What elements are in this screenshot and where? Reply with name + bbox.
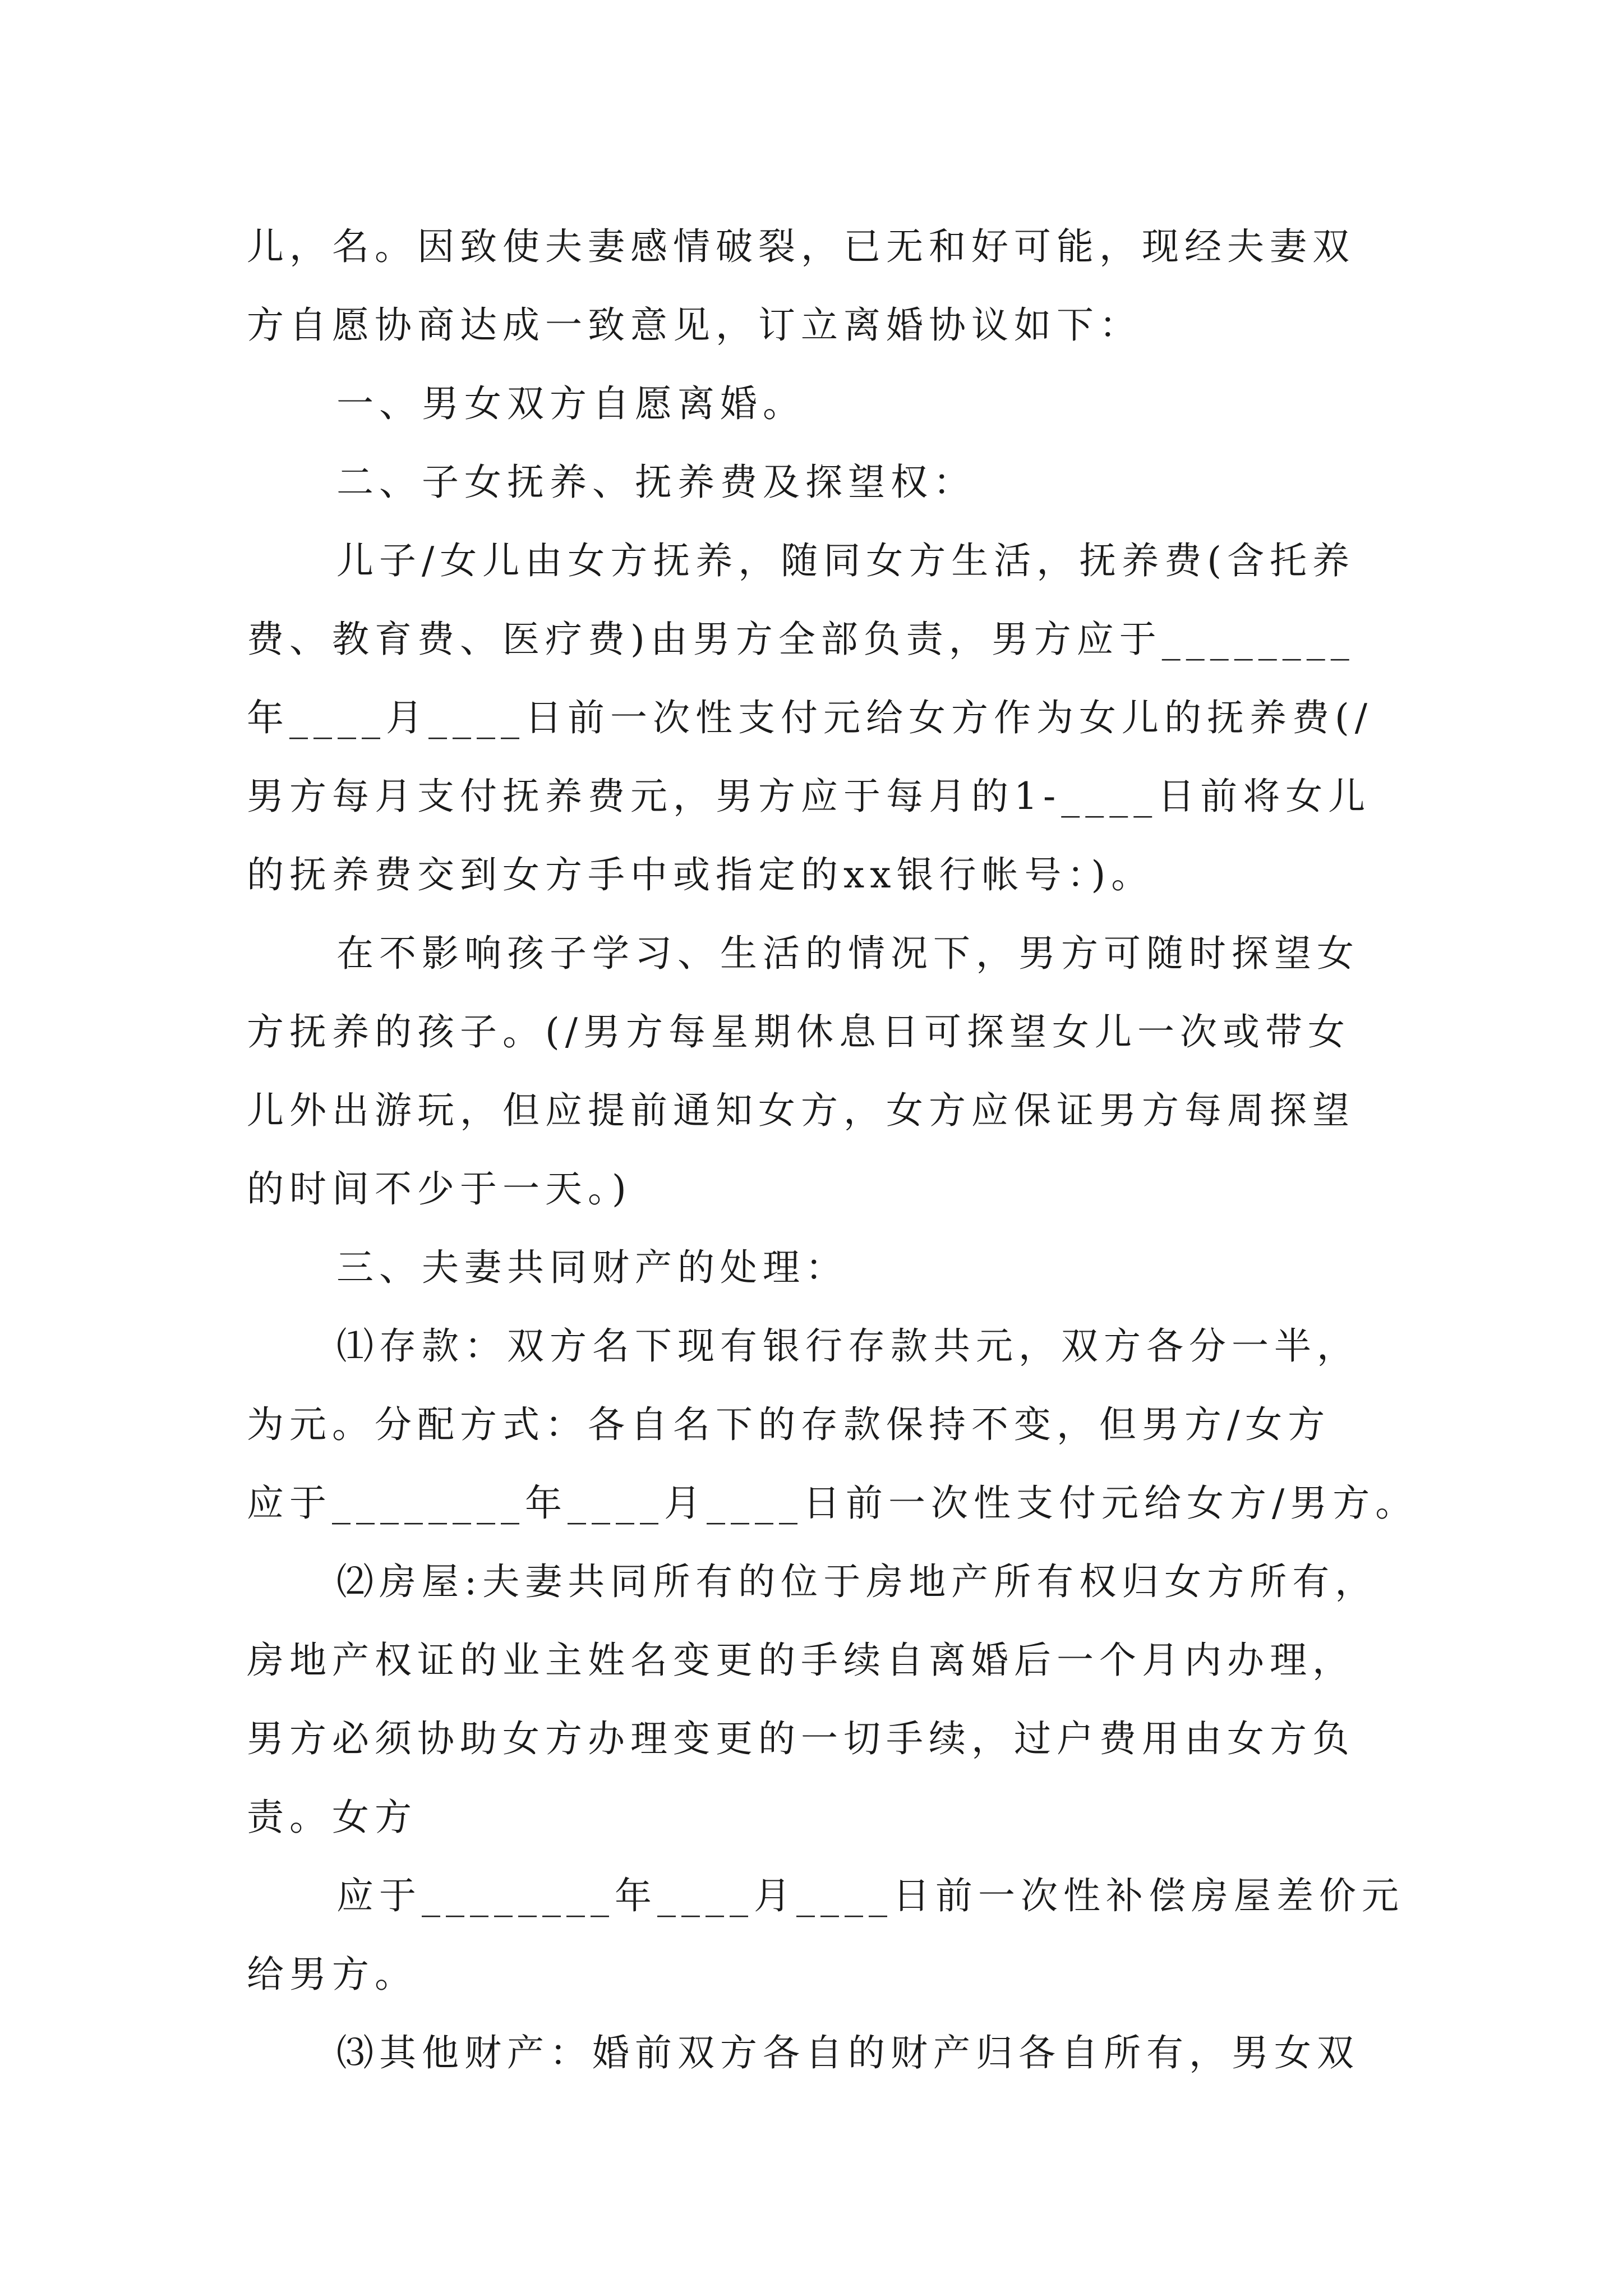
text-line: 应于________年____月____日前一次性补偿房屋差价元 (336, 1874, 1404, 1917)
text-line: 的时间不少于一天。) (247, 1167, 632, 1211)
text-line: 儿外出游玩，但应提前通知女方，女方应保证男方每周探望 (247, 1089, 1355, 1132)
text-line: 应于________年____月____日前一次性支付元给女方/男方。 (247, 1481, 1418, 1525)
text-line: 儿子/女儿由女方抚养，随同女方生活，抚养费(含托养 (336, 539, 1355, 582)
text-line: 的抚养费交到女方手中或指定的xx银行帐号：)。 (247, 853, 1154, 896)
text-line: 三、夫妻共同财产的处理： (336, 1246, 848, 1289)
text-line: 在不影响孩子学习、生活的情况下，男方可随时探望女 (336, 932, 1359, 975)
text-line: 儿，名。因致使夫妻感情破裂，已无和好可能，现经夫妻双 (247, 225, 1355, 268)
text-line: 二、子女抚养、抚养费及探望权： (336, 461, 976, 504)
text-line: 年____月____日前一次性支付元给女方作为女儿的抚养费(/ (247, 696, 1373, 739)
text-line: 给男方。 (247, 1953, 417, 1996)
text-line: ⑵房屋:夫妻共同所有的位于房地产所有权归女方所有， (336, 1560, 1378, 1603)
text-line: 房地产权证的业主姓名变更的手续自离婚后一个月内办理， (247, 1639, 1355, 1682)
text-line: 方抚养的孩子。(/男方每星期休息日可探望女儿一次或带女 (247, 1010, 1350, 1053)
text-line: 费、教育费、医疗费)由男方全部负责，男方应于________ (247, 618, 1355, 661)
text-line: 为元。分配方式：各自名下的存款保持不变，但男方/女方 (247, 1403, 1331, 1446)
text-line: 男方必须协助女方办理变更的一切手续，过户费用由女方负 (247, 1717, 1355, 1760)
text-line: ⑶其他财产：婚前双方各自的财产归各自所有，男女双 (336, 2031, 1359, 2074)
text-line: 男方每月支付抚养费元，男方应于每月的1-____日前将女儿 (247, 775, 1371, 818)
text-line: 责。女方 (247, 1796, 417, 1839)
text-line: ⑴存款：双方名下现有银行存款共元，双方各分一半， (336, 1324, 1359, 1368)
text-line: 方自愿协商达成一致意见，订立离婚协议如下： (247, 303, 1142, 347)
text-line: 一、男女双方自愿离婚。 (336, 382, 805, 425)
